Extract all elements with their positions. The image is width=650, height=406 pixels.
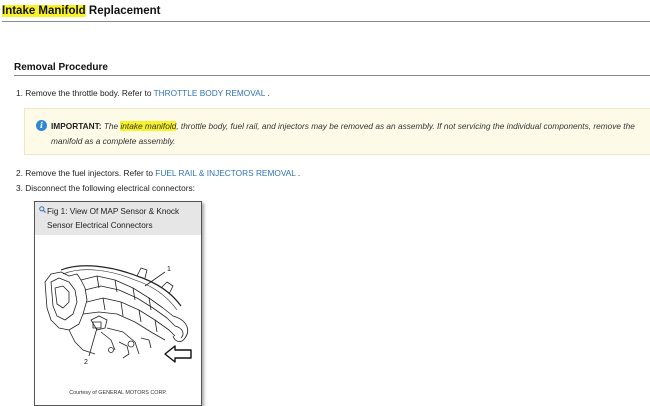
page-title [2, 5, 160, 17]
step-number: 1. [16, 88, 23, 98]
step-text: Disconnect the following electrical connectors: [25, 183, 195, 193]
step-text: Remove the fuel injectors. Refer to [25, 168, 156, 178]
step-number: 2. [16, 168, 23, 178]
important-note [24, 108, 650, 155]
title-divider [2, 21, 650, 22]
fuel-rail-injectors-removal-link[interactable]: FUEL RAIL & INJECTORS REMOVAL [155, 168, 296, 178]
important-highlight: intake manifold [120, 121, 177, 131]
procedure-step-1 [16, 88, 270, 98]
step-number: 3. [16, 183, 23, 193]
figure-header [35, 202, 201, 235]
figure-box[interactable] [34, 201, 202, 406]
title-rest: Replacement [85, 5, 161, 17]
important-label: IMPORTANT: [51, 121, 102, 131]
important-text-before: The [101, 121, 121, 131]
callout-2: 2 [84, 359, 88, 366]
figure-credit: Courtesy of GENERAL MOTORS CORP. [69, 390, 167, 396]
info-icon: i [36, 120, 47, 131]
engine-diagram [41, 258, 197, 380]
step-text: Remove the throttle body. Refer to [25, 88, 154, 98]
step-suffix: . [265, 88, 270, 98]
important-text-after: , throttle body, fuel rail, and injectors may be removed as an assembly. If not servicing the individual components, remove the manifold as a complete assembly. [51, 121, 635, 146]
figure-caption: Fig 1: View Of MAP Sensor & Knock Sensor Electrical Connectors [47, 207, 180, 230]
throttle-body-removal-link[interactable]: THROTTLE BODY REMOVAL [153, 88, 266, 98]
procedure-step-2 [16, 168, 300, 178]
zoom-icon[interactable] [39, 206, 46, 213]
section-heading: Removal Procedure [14, 62, 108, 73]
step-suffix: . [295, 168, 301, 178]
important-text [51, 119, 639, 149]
title-highlight: Intake Manifold [2, 5, 86, 17]
callout-1: 1 [167, 266, 171, 273]
section-divider [14, 75, 650, 76]
procedure-step-3 [16, 183, 195, 193]
